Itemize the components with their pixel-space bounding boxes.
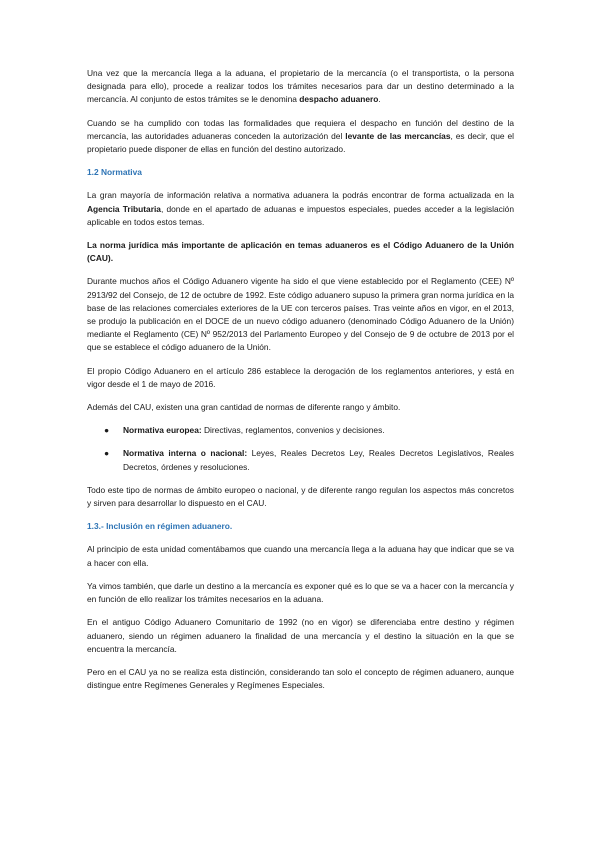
- heading-normativa: 1.2 Normativa: [87, 167, 142, 178]
- term-levante: levante de las mercancías: [345, 130, 451, 141]
- paragraph-principio: Al principio de esta unidad comentábamos que cuando una mercancía llega a la aduana hay que indicar que se va a hacer con ella.: [87, 544, 514, 568]
- list-item: ● Normativa europea: Directivas, reglamentos, convenios y decisiones.: [87, 424, 514, 437]
- bullet-icon: ●: [104, 425, 110, 436]
- heading-inclusion: 1.3.- Inclusión en régimen aduanero.: [87, 521, 233, 532]
- paragraph-regimenes: Pero en el CAU ya no se realiza esta distinción, considerando tan solo el concepto de régimen aduanero, aunque distingue entre Regímenes Generales y Regímenes Especiales.: [87, 666, 514, 691]
- term-agencia-tributaria: Agencia Tributaria: [87, 203, 161, 214]
- document-page: [87, 67, 514, 702]
- paragraph-levante: Cuando se ha cumplido con todas las formalidades que requiera el despacho en función del destino de la mercancía, las autoridades aduaneras conceden la autorización del levante de las mercancías, es decir, que el propietario puede disponer de ellas en función del destino autorizado.: [87, 117, 514, 155]
- paragraph-agencia: La gran mayoría de información relativa a normativa aduanera la podrás encontrar de forma actualizada en la Agencia Tributaria, donde en el apartado de aduanas e impuestos especiales, puedes acceder a la legislación aplicable en todos estos temas.: [87, 190, 514, 227]
- bullet-icon: ●: [104, 448, 110, 459]
- paragraph-normas: Además del CAU, existen una gran cantidad de normas de diferente rango y ámbito.: [87, 402, 401, 413]
- paragraph-cau-bold: La norma jurídica más importante de aplicación en temas aduaneros es el Código Aduanero de la Unión (CAU).: [87, 240, 514, 264]
- paragraph-ambito: Todo este tipo de normas de ámbito europeo o nacional, y de diferente rango regulan los aspectos más concretos y sirven para desarrollar lo dispuesto en el CAU.: [87, 484, 514, 509]
- paragraph-destino: Ya vimos también, que darle un destino a la mercancía es exponer qué es lo que se va a hacer con la mercancía y en función de ello realizar los trámites necesarios en la aduana.: [87, 580, 514, 605]
- paragraph-historia: Durante muchos años el Código Aduanero vigente ha sido el que viene establecido por el Reglamento (CEE) Nº 2913/92 del Consejo, de 12 de octubre de 1992. Este código aduanero supuso la primera gran norma jurídica en la base de las relaciones comerciales exteriores de la UE con terceros países. Tras veinte años en vigor, en el 2013, se produjo la publicación en el DOCE de un nuevo código aduanero (denominado Código Aduanero de la Unión) mediante el Reglamento (CE) Nº 952/2013 del Parlamento Europeo y del Consejo de 9 de octubre de 2013 por el que se establece el código aduanero de la Unión.: [87, 276, 514, 353]
- term-despacho-aduanero: despacho aduanero: [299, 94, 379, 105]
- paragraph-despacho: Una vez que la mercancía llega a la aduana, el propietario de la mercancía (o el transportista, o la persona designada para ello), procede a realizar todos los trámites necesarios para dar un destino determinado a la mercancía. Al conjunto de estos trámites se le denomina despacho aduanero.: [87, 68, 514, 105]
- normativa-list: [87, 424, 514, 474]
- paragraph-derogacion: El propio Código Aduanero en el artículo 286 establece la derogación de los reglamentos anteriores, y está en vigor desde el 1 de mayo de 2016.: [87, 365, 514, 389]
- paragraph-antiguo-codigo: En el antiguo Código Aduanero Comunitario de 1992 (no en vigor) se diferenciaba entre destino y régimen aduanero, siendo un régimen aduanero la finalidad de una mercancía y el destino la situación en la que se encuentra la mercancía.: [87, 617, 514, 654]
- list-item: ● Normativa interna o nacional: Leyes, Reales Decretos Ley, Reales Decretos Legislativos, Reales Decretos, órdenes y resoluciones.: [104, 448, 514, 472]
